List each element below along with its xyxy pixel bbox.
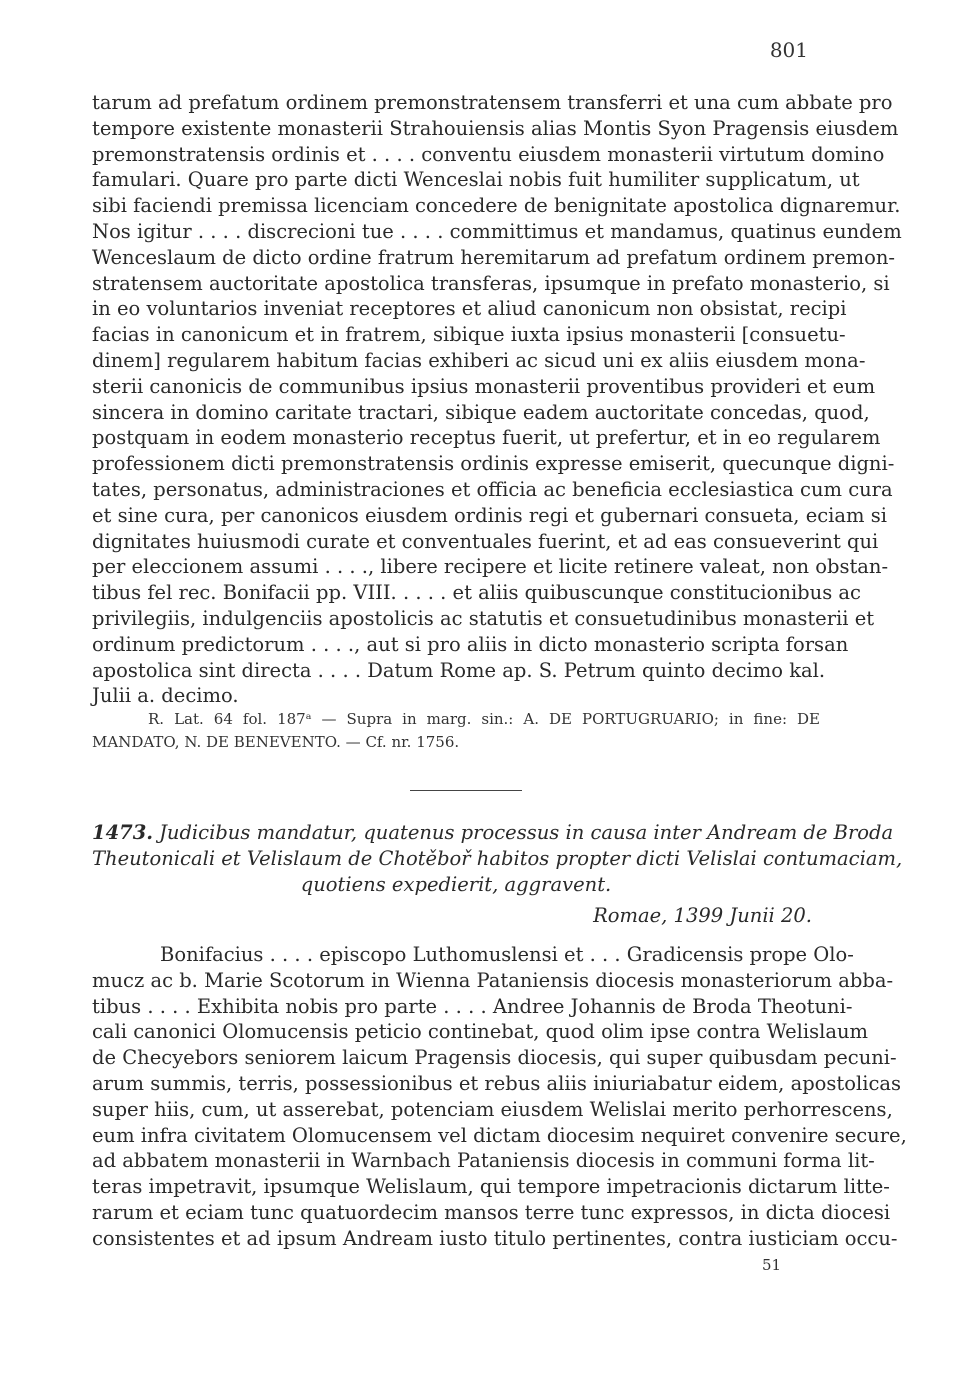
- text-line: stratensem auctoritate apostolica transferas, ipsumque in prefato monasterio, si: [92, 271, 890, 295]
- dateline: Romae, 1399 Junii 20.: [593, 904, 812, 927]
- heading-line: [92, 820, 894, 846]
- text-line: rarum et eciam tunc quatuordecim mansos terre tunc expressos, in dicta diocesi: [92, 1200, 891, 1224]
- text-line: tibus fel rec. Bonifacii pp. VIII. . . . . et aliis quibuscunque constitucionibus ac: [92, 581, 861, 605]
- text-line: eum infra civitatem Olomucensem vel dictam diocesim nequiret convenire secure,: [92, 1123, 907, 1147]
- section-divider: [410, 790, 522, 791]
- note-line: R. Lat. 64 fol. 187ᵃ — Supra in marg. sin.: A. DE PORTUGRUARIO; in fine: DE: [148, 710, 820, 728]
- entry-heading: [92, 820, 903, 898]
- text-line: sterii canonicis de communibus ipsius monasterii proventibus provideri et eum: [92, 374, 876, 398]
- heading-line: Theutonicali et Velislaum de Chotěboř habitos propter dicti Velislai contumaciam,: [92, 847, 903, 870]
- text-line: professionem dicti premonstratensis ordinis expresse emiserit, quecunque digni-: [92, 452, 895, 476]
- text-line: tates, personatus, administraciones et officia ac beneficia ecclesiastica cum cura: [92, 477, 893, 501]
- text-line: Wenceslaum de dicto ordine fratrum heremitarum ad prefatum ordinem premon-: [92, 245, 896, 269]
- text-line: Bonifacius . . . . episcopo Luthomuslensi et . . . Gradicensis prope Olo-: [160, 943, 854, 966]
- text-line: cali canonici Olomucensis peticio continebat, quod olim ipse contra Welislaum: [92, 1020, 869, 1044]
- text-line: dinem] regularem habitum facias exhiberi ac sicud uni ex aliis eiusdem mona-: [92, 348, 866, 372]
- text-line: de Checyebors seniorem laicum Pragensis diocesis, qui super quibusdam pecuni-: [92, 1046, 897, 1070]
- text-line: Nos igitur . . . . discrecioni tue . . . . committimus et mandamus, quatinus eundem: [92, 219, 902, 243]
- paragraph-1: [92, 90, 902, 709]
- page-number: 801: [769, 38, 808, 62]
- text-line: sincera in domino caritate tractari, sibique eadem auctoritate concedas, quod,: [92, 400, 870, 424]
- note-line: MANDATO, N. DE BENEVENTO. — Cf. nr. 1756.: [92, 733, 460, 751]
- text-line: super hiis, cum, ut asserebat, potenciam eiusdem Welislai merito perhorrescens,: [92, 1097, 893, 1121]
- text-line: famulari. Quare pro parte dicti Wenceslai nobis fuit humiliter supplicatum, ut: [92, 168, 860, 192]
- text-line: tarum ad prefatum ordinem premonstratensem transferri et una cum abbate pro: [92, 91, 893, 114]
- text-line: Julii a. decimo.: [92, 684, 239, 708]
- source-note: [92, 708, 820, 754]
- text-line: apostolica sint directa . . . . Datum Rome ap. S. Petrum quinto decimo kal.: [92, 658, 826, 682]
- text-line: per eleccionem assumi . . . ., libere recipere et licite retinere valeat, non obstan-: [92, 555, 889, 579]
- text-line: tempore existente monasterii Strahouiensis alias Montis Syon Pragensis eiusdem: [92, 116, 899, 140]
- heading-line: quotiens expedierit, aggravent.: [300, 873, 612, 896]
- text-line: ordinum predictorum . . . ., aut si pro aliis in dicto monasterio scripta forsan: [92, 632, 849, 656]
- text-line: postquam in eodem monasterio receptus fuerit, ut prefertur, et in eo regularem: [92, 426, 881, 450]
- text-line: ad abbatem monasterii in Warnbach Pataniensis diocesis in communi forma lit-: [92, 1149, 875, 1173]
- paragraph-2: [92, 942, 907, 1252]
- text-line: privilegiis, indulgenciis apostolicis ac statutis et consuetudinibus monasterii et: [92, 606, 875, 630]
- text-line: tibus . . . . Exhibita nobis pro parte . . . . Andree Johannis de Broda Theotuni-: [92, 994, 853, 1018]
- heading-text: Judicibus mandatur, quatenus processus in causa inter Andream de Broda: [159, 821, 894, 844]
- text-line: arum summis, terris, possessionibus et rebus aliis iniuriabatur eidem, apostolicas: [92, 1071, 902, 1095]
- text-line: premonstratensis ordinis et . . . . conventu eiusdem monasterii virtutum domino: [92, 142, 885, 166]
- text-line: et sine cura, per canonicos eiusdem ordinis regi et gubernari consueta, eciam si: [92, 503, 887, 527]
- footer-signature: 51: [762, 1256, 782, 1274]
- text-line: facias in canonicum et in fratrem, sibique iuxta ipsius monasterii [consuetu-: [92, 323, 846, 347]
- text-line: dignitates huiusmodi curate et conventuales fuerint, et ad eas consueverint qui: [92, 529, 879, 553]
- text-line: consistentes et ad ipsum Andream iusto titulo pertinentes, contra iusticiam occu-: [92, 1226, 898, 1250]
- text-line: mucz ac b. Marie Scotorum in Wienna Pataniensis diocesis monasteriorum abba-: [92, 968, 894, 992]
- text-line: in eo voluntarios inveniat receptores et aliud canonicum non obsistat, recipi: [92, 297, 847, 321]
- text-line: sibi faciendi premissa licenciam concedere de benignitate apostolica dignaremur.: [92, 194, 901, 218]
- text-line: teras impetravit, ipsumque Welislaum, qui tempore impetracionis dictarum litte-: [92, 1175, 890, 1199]
- entry-number: 1473.: [92, 821, 154, 844]
